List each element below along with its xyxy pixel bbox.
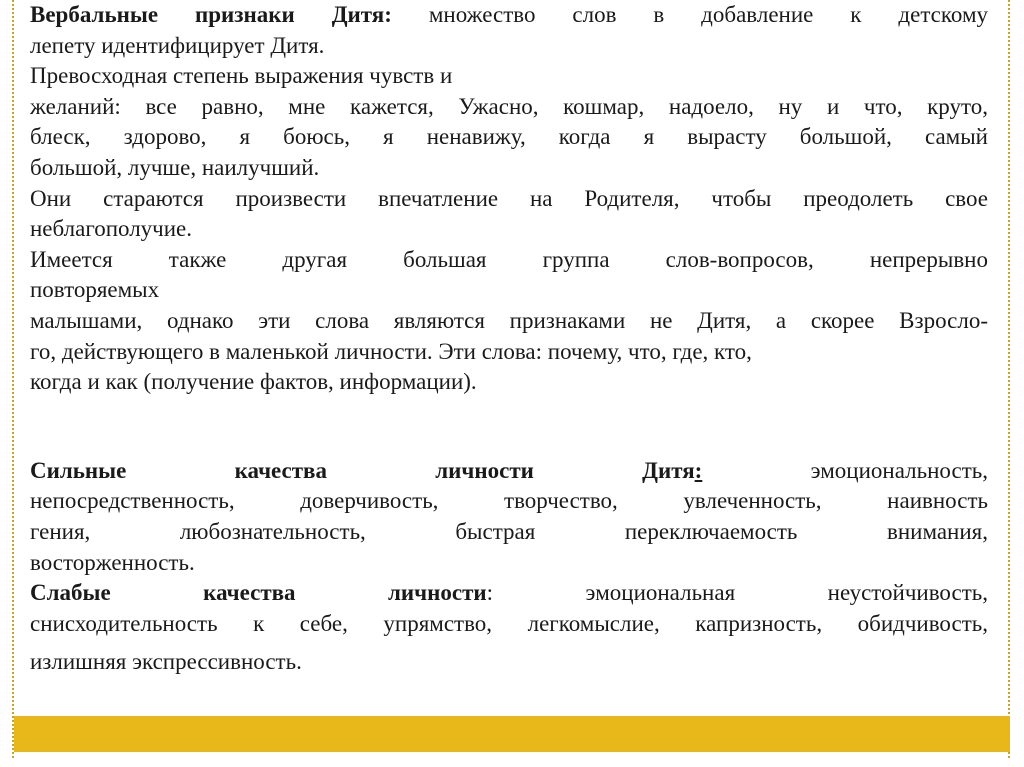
verbal-title: Вербальные признаки Дитя: <box>30 2 392 27</box>
strong-colon: : <box>694 457 703 483</box>
strong-line-4: восторженность. <box>30 549 195 575</box>
weak-title: Слабые качества личности <box>30 580 487 606</box>
weak-line-3: излишняя экспрессивность. <box>30 649 302 675</box>
verbal-line-7: Они стараются произвести впечатление на Родителя, чтобы преодолеть свое <box>30 185 988 211</box>
verbal-line-12: го, действующего в маленькой личности. Эти слова: почему, что, где, кто, <box>30 338 752 364</box>
strong-line-1: Сильные качества личности Дитя: эмоциональность, <box>30 457 988 483</box>
verbal-line-5: блеск, здорово, я боюсь, я ненавижу, когда я вырасту большой, самый <box>30 124 988 150</box>
verbal-line-6: большой, лучше, наилучший. <box>30 154 320 180</box>
weak-line-2: снисходительность к себе, упрямство, легкомыслие, капризность, обидчивость, <box>30 610 988 636</box>
strong-title: Сильные качества личности Дитя <box>30 457 695 483</box>
verbal-line-2: лепету идентифицирует Дитя. <box>30 32 325 58</box>
weak-line-1: Слабые качества личности: эмоциональная неустойчивость, <box>30 580 988 606</box>
strong-line-2: непосредственность, доверчивость, творчество, увлеченность, наивность <box>30 488 988 514</box>
verbal-line-1: Вербальные признаки Дитя: множество слов в добавление к детскому <box>30 2 988 27</box>
verbal-line-8: неблагополучие. <box>30 216 193 242</box>
strong-line-3: гения, любознательность, быстрая переключаемость внимания, <box>30 518 988 544</box>
accent-bar <box>14 716 1010 752</box>
verbal-line-10: повторяемых <box>30 277 160 303</box>
verbal-line-3: Превосходная степень выражения чувств и <box>30 63 453 89</box>
section-gap <box>30 398 988 456</box>
verbal-line-4: желаний: все равно, мне кажется, Ужасно, кошмар, надоело, ну и что, круто, <box>30 93 988 119</box>
verbal-line-11: малышами, однако эти слова являются признаками не Дитя, а скорее Взросло- <box>30 307 988 333</box>
verbal-line-13: когда и как (получение фактов, информации). <box>30 369 477 395</box>
slide-content <box>30 0 988 678</box>
verbal-line-9: Имеется также другая большая группа слов-вопросов, непрерывно <box>30 246 988 272</box>
